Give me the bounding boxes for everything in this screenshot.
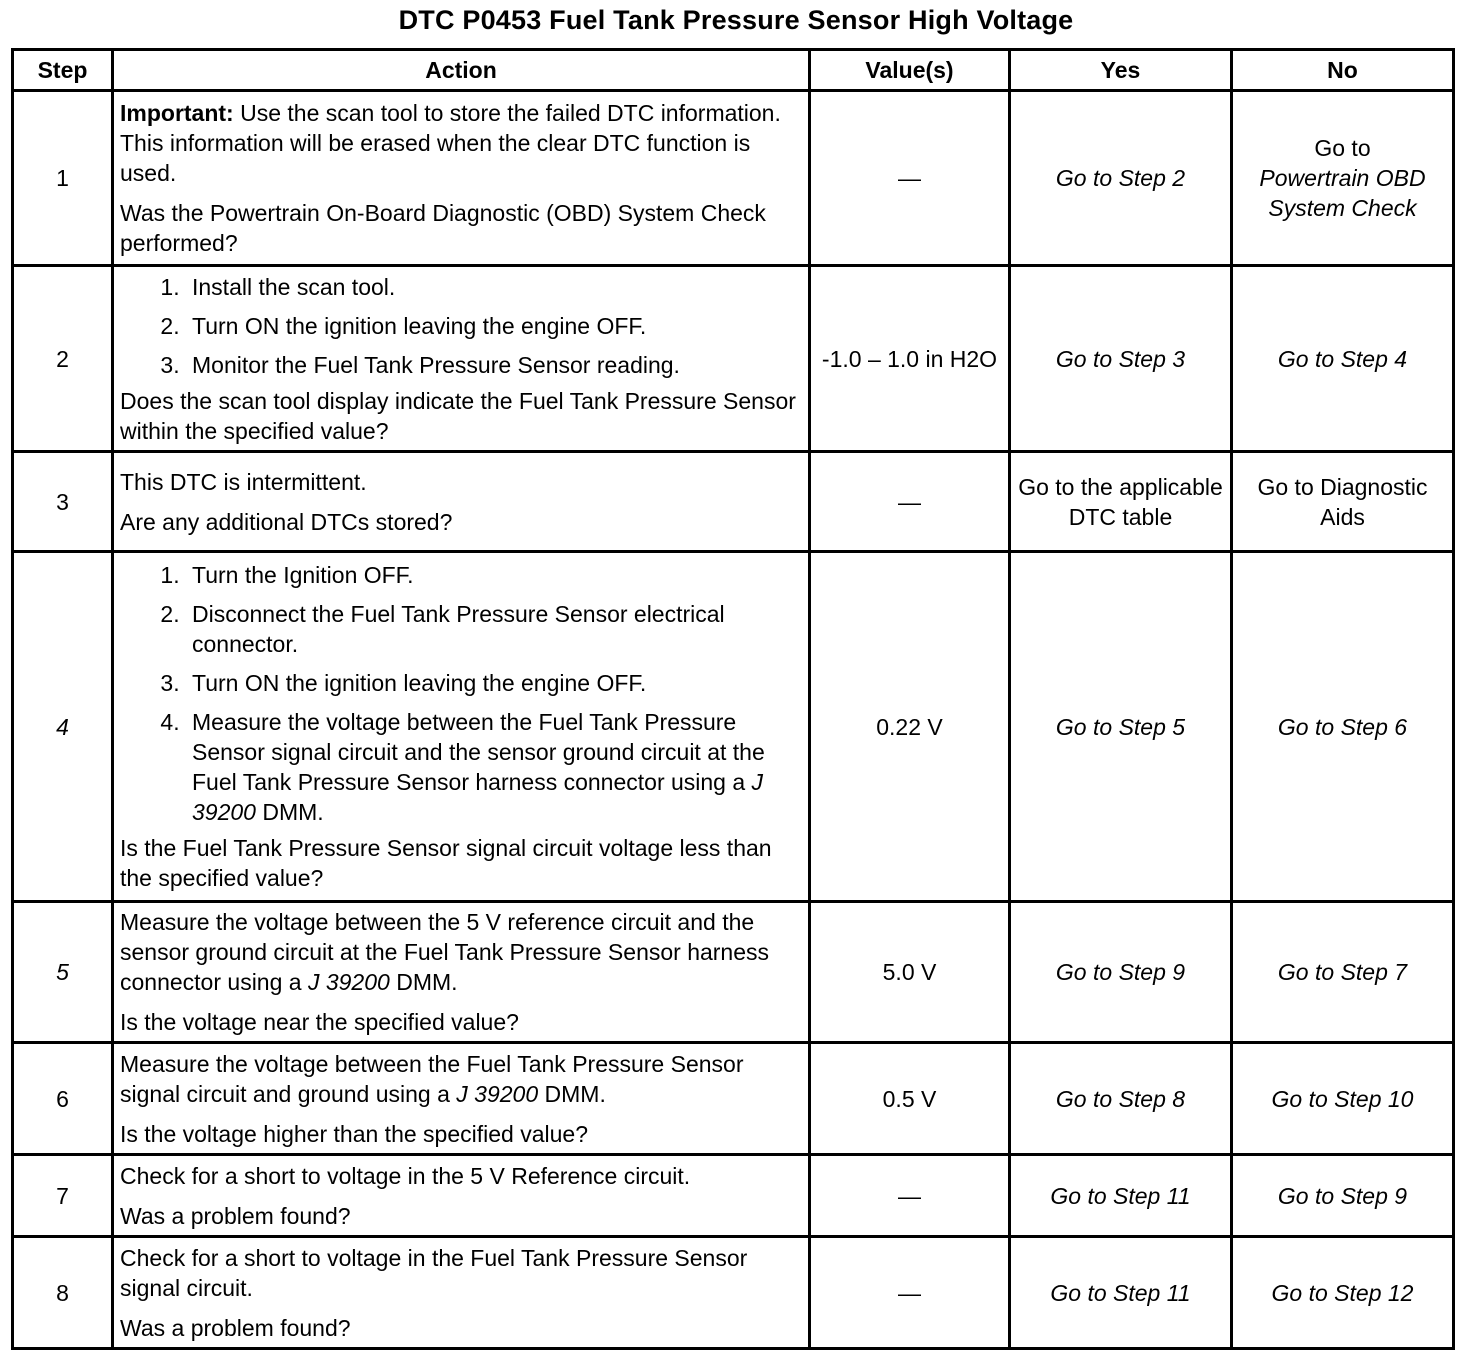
substep-item: 2. Turn ON the ignition leaving the engine OFF.: [186, 311, 802, 341]
header-yes: Yes: [1010, 50, 1232, 91]
action-cell: [113, 1155, 810, 1237]
action-cell: [113, 552, 810, 902]
header-action: Action: [113, 50, 810, 91]
table-row: [13, 91, 1454, 266]
value-cell: 0.22 V: [810, 552, 1010, 902]
table-row: [13, 1155, 1454, 1237]
step-number: 2: [13, 266, 113, 452]
yes-cell: Go to Step 11: [1010, 1237, 1232, 1349]
value-cell: 0.5 V: [810, 1043, 1010, 1155]
action-text: Use the scan tool to store the failed DTC information. This information will be erased when the clear DTC function is used.: [120, 100, 781, 186]
action-question: Is the voltage higher than the specified value?: [120, 1120, 588, 1147]
no-cell: Go to Step 6: [1232, 552, 1454, 902]
table-row: [13, 552, 1454, 902]
action-text: This DTC is intermittent.: [120, 468, 367, 495]
no-cell: Go to Step 10: [1232, 1043, 1454, 1155]
tool-name: J 39200: [307, 969, 390, 995]
action-text: Measure the voltage between the 5 V reference circuit and the sensor ground circuit at the Fuel Tank Pressure Sensor harness connector using a: [120, 909, 770, 995]
action-cell: [113, 91, 810, 266]
action-question: Does the scan tool display indicate the Fuel Tank Pressure Sensor within the specified value?: [120, 387, 796, 444]
step-number: 6: [13, 1043, 113, 1155]
table-row: [13, 452, 1454, 552]
action-question: Are any additional DTCs stored?: [120, 508, 453, 535]
no-cell: Go to Diagnostic Aids: [1232, 452, 1454, 552]
value-cell: —: [810, 1155, 1010, 1237]
action-question: Is the voltage near the specified value?: [120, 1009, 519, 1035]
action-cell: [113, 1237, 810, 1349]
table-row: [13, 1043, 1454, 1155]
action-cell: [113, 452, 810, 552]
yes-cell: Go to Step 8: [1010, 1043, 1232, 1155]
substep-text: Measure the voltage between the Fuel Tank Pressure Sensor signal circuit and the sensor ground circuit at the Fuel Tank Pressure Sensor harness connector using a: [192, 709, 765, 795]
yes-cell: Go to Step 5: [1010, 552, 1232, 902]
substep-list: [120, 560, 802, 827]
tool-name: J 39200: [192, 769, 764, 825]
value-cell: -1.0 – 1.0 in H2O: [810, 266, 1010, 452]
no-cell: Go to Step 9: [1232, 1155, 1454, 1237]
substep-item: 3. Monitor the Fuel Tank Pressure Sensor reading.: [186, 350, 802, 380]
table-row: [13, 902, 1454, 1043]
substep-text: DMM.: [255, 799, 324, 825]
step-number: 1: [13, 91, 113, 266]
action-question: Is the Fuel Tank Pressure Sensor signal circuit voltage less than the specified value?: [120, 835, 772, 891]
value-cell: —: [810, 452, 1010, 552]
action-text: DMM.: [538, 1080, 606, 1107]
page-title: DTC P0453 Fuel Tank Pressure Sensor High Voltage: [398, 5, 1074, 35]
substep-item: 2. Disconnect the Fuel Tank Pressure Sensor electrical connector.: [186, 599, 802, 659]
step-number: 8: [13, 1237, 113, 1349]
substep-item: [186, 707, 802, 827]
important-label: Important:: [120, 100, 234, 126]
step-number: 4: [13, 552, 113, 902]
value-cell: —: [810, 91, 1010, 266]
action-cell: [113, 1043, 810, 1155]
action-cell: [113, 266, 810, 452]
action-text: Measure the voltage between the Fuel Tank Pressure Sensor signal circuit and ground using a: [120, 1050, 744, 1107]
yes-cell: Go to Step 11: [1010, 1155, 1232, 1237]
header-step: Step: [13, 50, 113, 91]
no-link-text: Powertrain OBD System Check: [1259, 165, 1426, 221]
no-cell: Go to Step 4: [1232, 266, 1454, 452]
yes-cell: Go to Step 3: [1010, 266, 1232, 452]
yes-cell: Go to Step 2: [1010, 91, 1232, 266]
substep-item: 1. Install the scan tool.: [186, 272, 802, 302]
no-cell: [1232, 91, 1454, 266]
action-question: Was a problem found?: [120, 1202, 351, 1229]
substep-item: 3. Turn ON the ignition leaving the engine OFF.: [186, 668, 802, 698]
table-row: [13, 1237, 1454, 1349]
action-question: Was the Powertrain On-Board Diagnostic (OBD) System Check performed?: [120, 200, 766, 256]
action-text: Check for a short to voltage in the Fuel Tank Pressure Sensor signal circuit.: [120, 1244, 748, 1301]
action-question: Was a problem found?: [120, 1314, 351, 1341]
action-text: DMM.: [389, 969, 458, 995]
table-header-row: [13, 50, 1454, 91]
step-number: 7: [13, 1155, 113, 1237]
table-row: [13, 266, 1454, 452]
action-text: Check for a short to voltage in the 5 V Reference circuit.: [120, 1162, 691, 1189]
tool-name: J 39200: [456, 1080, 539, 1107]
value-cell: —: [810, 1237, 1010, 1349]
substep-list: [120, 272, 802, 380]
action-cell: [113, 902, 810, 1043]
no-text: Go to: [1314, 135, 1371, 161]
value-cell: 5.0 V: [810, 902, 1010, 1043]
header-values: Value(s): [810, 50, 1010, 91]
header-no: No: [1232, 50, 1454, 91]
diagnostic-table: [11, 48, 1455, 1350]
no-cell: Go to Step 12: [1232, 1237, 1454, 1349]
step-number: 3: [13, 452, 113, 552]
yes-cell: Go to Step 9: [1010, 902, 1232, 1043]
no-cell: Go to Step 7: [1232, 902, 1454, 1043]
substep-item: 1. Turn the Ignition OFF.: [186, 560, 802, 590]
step-number: 5: [13, 902, 113, 1043]
yes-cell: Go to the applicable DTC table: [1010, 452, 1232, 552]
